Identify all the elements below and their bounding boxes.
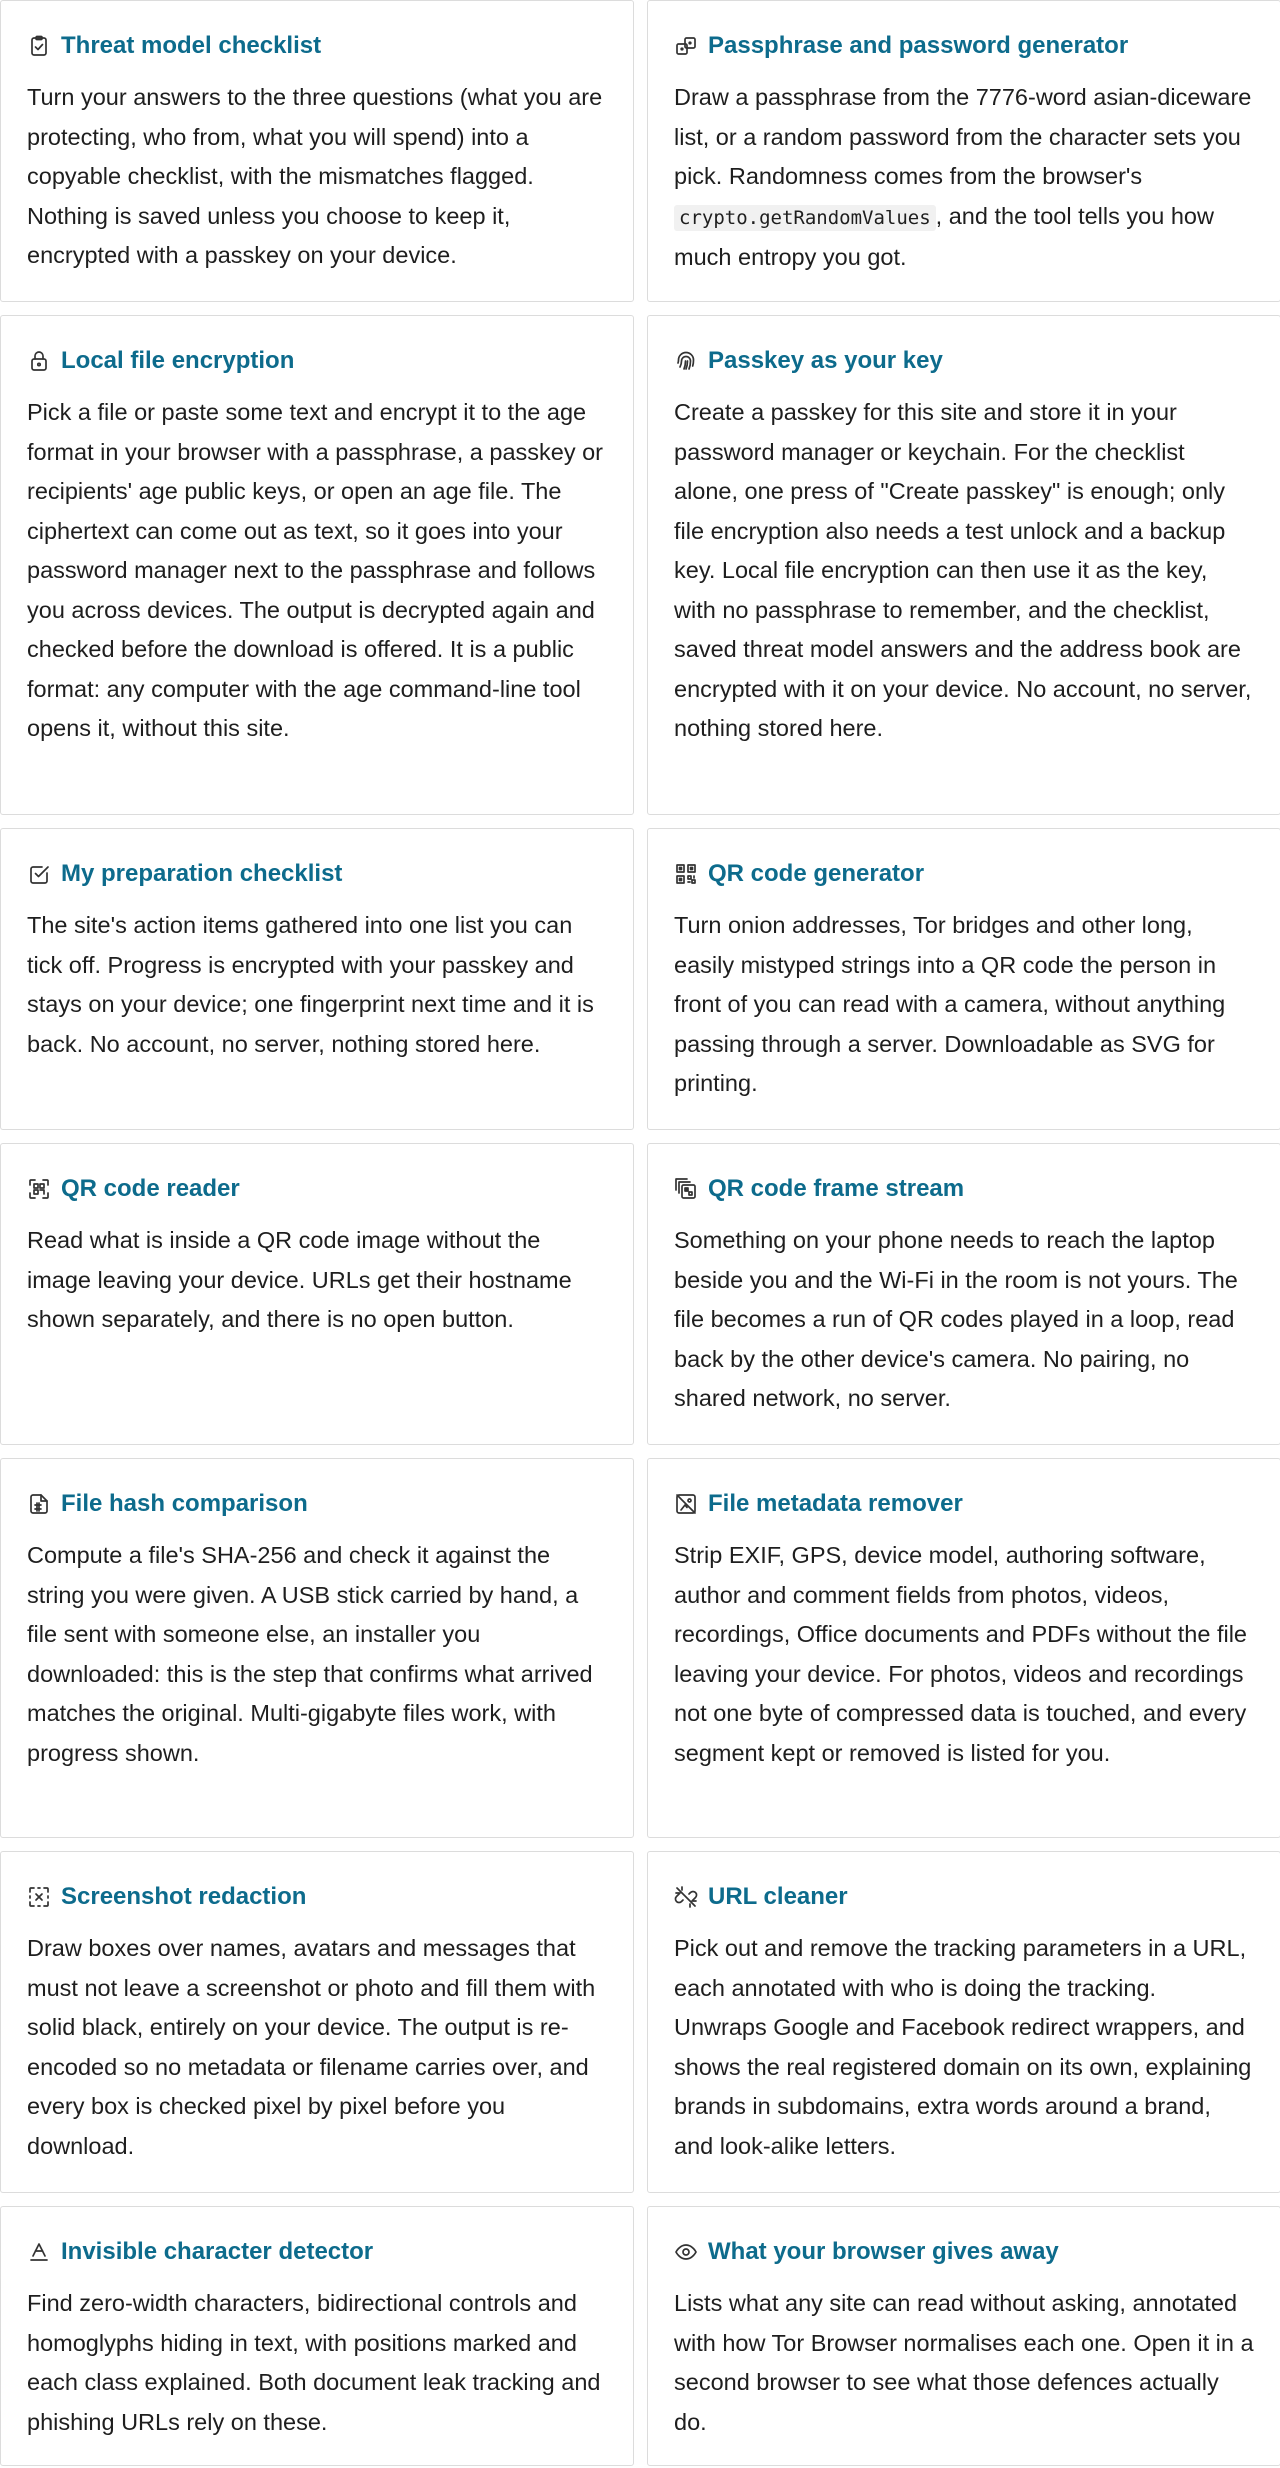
tool-card-passkey [647,315,1280,815]
tool-title: Passphrase and password generator [708,32,1129,59]
tool-title: What your browser gives away [708,2238,1059,2265]
tool-title: QR code reader [61,1175,240,1202]
tool-title: Threat model checklist [61,32,322,59]
tool-link-preparation-checklist[interactable] [27,857,607,891]
tool-description: Draw a passphrase from the 7776-word asian-diceware list, or a random password from the character sets you pick. Randomness comes from the browser's crypto.getRandomValues , and the tool tells you how much entropy you got. [674,84,1252,270]
tool-description: Find zero-width characters, bidirectional controls and homoglyphs hiding in text, with positions marked and each class explained. Both document leak tracking and phishing URLs rely on these. [27,2290,601,2435]
tool-card-screenshot-redaction [0,1851,634,2193]
tool-card-metadata-remover [647,1458,1280,1838]
tool-link-invisible-chars[interactable] [27,2235,607,2269]
eye-icon [674,2240,698,2264]
stacked-frames-icon [674,1177,698,1201]
tool-card-qr-reader [0,1143,634,1445]
tool-card-qr-generator [647,828,1280,1130]
tool-description: Read what is inside a QR code image without the image leaving your device. URLs get their hostname shown separately, and there is no open button. [27,1227,572,1332]
tool-link-threat-model[interactable] [27,29,607,63]
qr-code-icon [674,862,698,886]
tool-title: My preparation checklist [61,860,343,887]
tool-card-file-hash [0,1458,634,1838]
clipboard-check-icon [27,34,51,58]
tool-description: Turn onion addresses, Tor bridges and other long, easily mistyped strings into a QR code the person in front of you can read with a camera, without anything passing through a server. Downloadable as SVG for printing. [674,912,1226,1096]
tool-title: Invisible character detector [61,2238,374,2265]
lock-icon [27,349,51,373]
tool-description: Pick a file or paste some text and encrypt it to the age format in your browser with a passphrase, a passkey or recipients' age public keys, or open an age file. The ciphertext can come out as text, so it goes into your password manager next to the passphrase and follows you across devices. The output is decrypted again and checked before the download is offered. It is a public format: any computer with the age command-line tool opens it, without this site. [27,399,604,741]
tool-link-file-encryption[interactable] [27,344,607,378]
file-hash-icon [27,1492,51,1516]
tool-card-invisible-chars [0,2206,634,2466]
tool-description: Pick out and remove the tracking parameters in a URL, each annotated with who is doing the tracking. Unwraps Google and Facebook redirect wrappers, and shows the real registered domain on its own, explaining brands in subdomains, extra words around a brand, and look-alike letters. [674,1935,1252,2159]
tool-title: File hash comparison [61,1490,308,1517]
tool-card-preparation-checklist [0,828,634,1130]
tool-link-qr-reader[interactable] [27,1172,607,1206]
qr-scan-icon [27,1177,51,1201]
text-cursor-icon [27,2240,51,2264]
tool-link-screenshot-redaction[interactable] [27,1880,607,1914]
tool-description: Turn your answers to the three questions (what you are protecting, who from, what you will spend) into a copyable checklist, with the mismatches flagged. Nothing is saved unless you choose to keep it, encrypted with a passkey on your device. [27,84,603,268]
tool-description: Lists what any site can read without asking, annotated with how Tor Browser normalises each one. Open it in a second browser to see what those defences actually do. [674,2290,1254,2435]
tool-link-url-cleaner[interactable] [674,1880,1254,1914]
tool-title: QR code frame stream [708,1175,965,1202]
tool-card-browser-gives-away [647,2206,1280,2466]
tool-card-file-encryption [0,315,634,815]
tool-card-threat-model [0,0,634,302]
inline-code: crypto.getRandomValues [674,205,936,231]
tool-link-file-hash[interactable] [27,1487,607,1521]
tool-title: QR code generator [708,860,925,887]
tool-title: URL cleaner [708,1883,848,1910]
tool-link-passkey[interactable] [674,344,1254,378]
tool-card-qr-frame-stream [647,1143,1280,1445]
tool-description: Draw boxes over names, avatars and messages that must not leave a screenshot or photo and fill them with solid black, entirely on your device. The output is re-encoded so no metadata or filename carries over, and every box is checked pixel by pixel before you download. [27,1935,596,2159]
tool-link-qr-generator[interactable] [674,857,1254,891]
tool-description: Strip EXIF, GPS, device model, authoring software, author and comment fields from photos, videos, recordings, Office documents and PDFs without the file leaving your device. For photos, videos and recordings not one byte of compressed data is touched, and every segment kept or removed is listed for you. [674,1542,1247,1766]
tool-link-browser-gives-away[interactable] [674,2235,1254,2269]
image-off-icon [674,1492,698,1516]
redact-box-icon [27,1885,51,1909]
fingerprint-icon [674,349,698,373]
tool-title: Local file encryption [61,347,295,374]
tool-link-qr-frame-stream[interactable] [674,1172,1254,1206]
tool-link-passphrase[interactable] [674,29,1254,63]
dice-icon [674,34,698,58]
tool-title: Passkey as your key [708,347,943,374]
tool-card-url-cleaner [647,1851,1280,2193]
tool-description: Compute a file's SHA-256 and check it against the string you were given. A USB stick carried by hand, a file sent with someone else, an installer you downloaded: this is the step that confirms what arrived matches the original. Multi-gigabyte files work, with progress shown. [27,1542,593,1766]
tool-link-metadata-remover[interactable] [674,1487,1254,1521]
tool-description: The site's action items gathered into one list you can tick off. Progress is encrypted with your passkey and stays on your device; one fingerprint next time and it is back. No account, no server, nothing stored here. [27,912,594,1057]
tool-description: Create a passkey for this site and store it in your password manager or keychain. For the checklist alone, one press of "Create passkey" is enough; only file encryption also needs a test unlock and a backup key. Local file encryption can then use it as the key, with no passphrase to remember, and the checklist, saved threat model answers and the address book are encrypted with it on your device. No account, no server, nothing stored here. [674,399,1252,741]
tool-card-passphrase [647,0,1280,302]
checkbox-icon [27,862,51,886]
tool-title: Screenshot redaction [61,1883,307,1910]
link-broken-icon [674,1885,698,1909]
tool-title: File metadata remover [708,1490,963,1517]
tool-description: Something on your phone needs to reach the laptop beside you and the Wi-Fi in the room is not yours. The file becomes a run of QR codes played in a loop, read back by the other device's camera. No pairing, no shared network, no server. [674,1227,1238,1411]
